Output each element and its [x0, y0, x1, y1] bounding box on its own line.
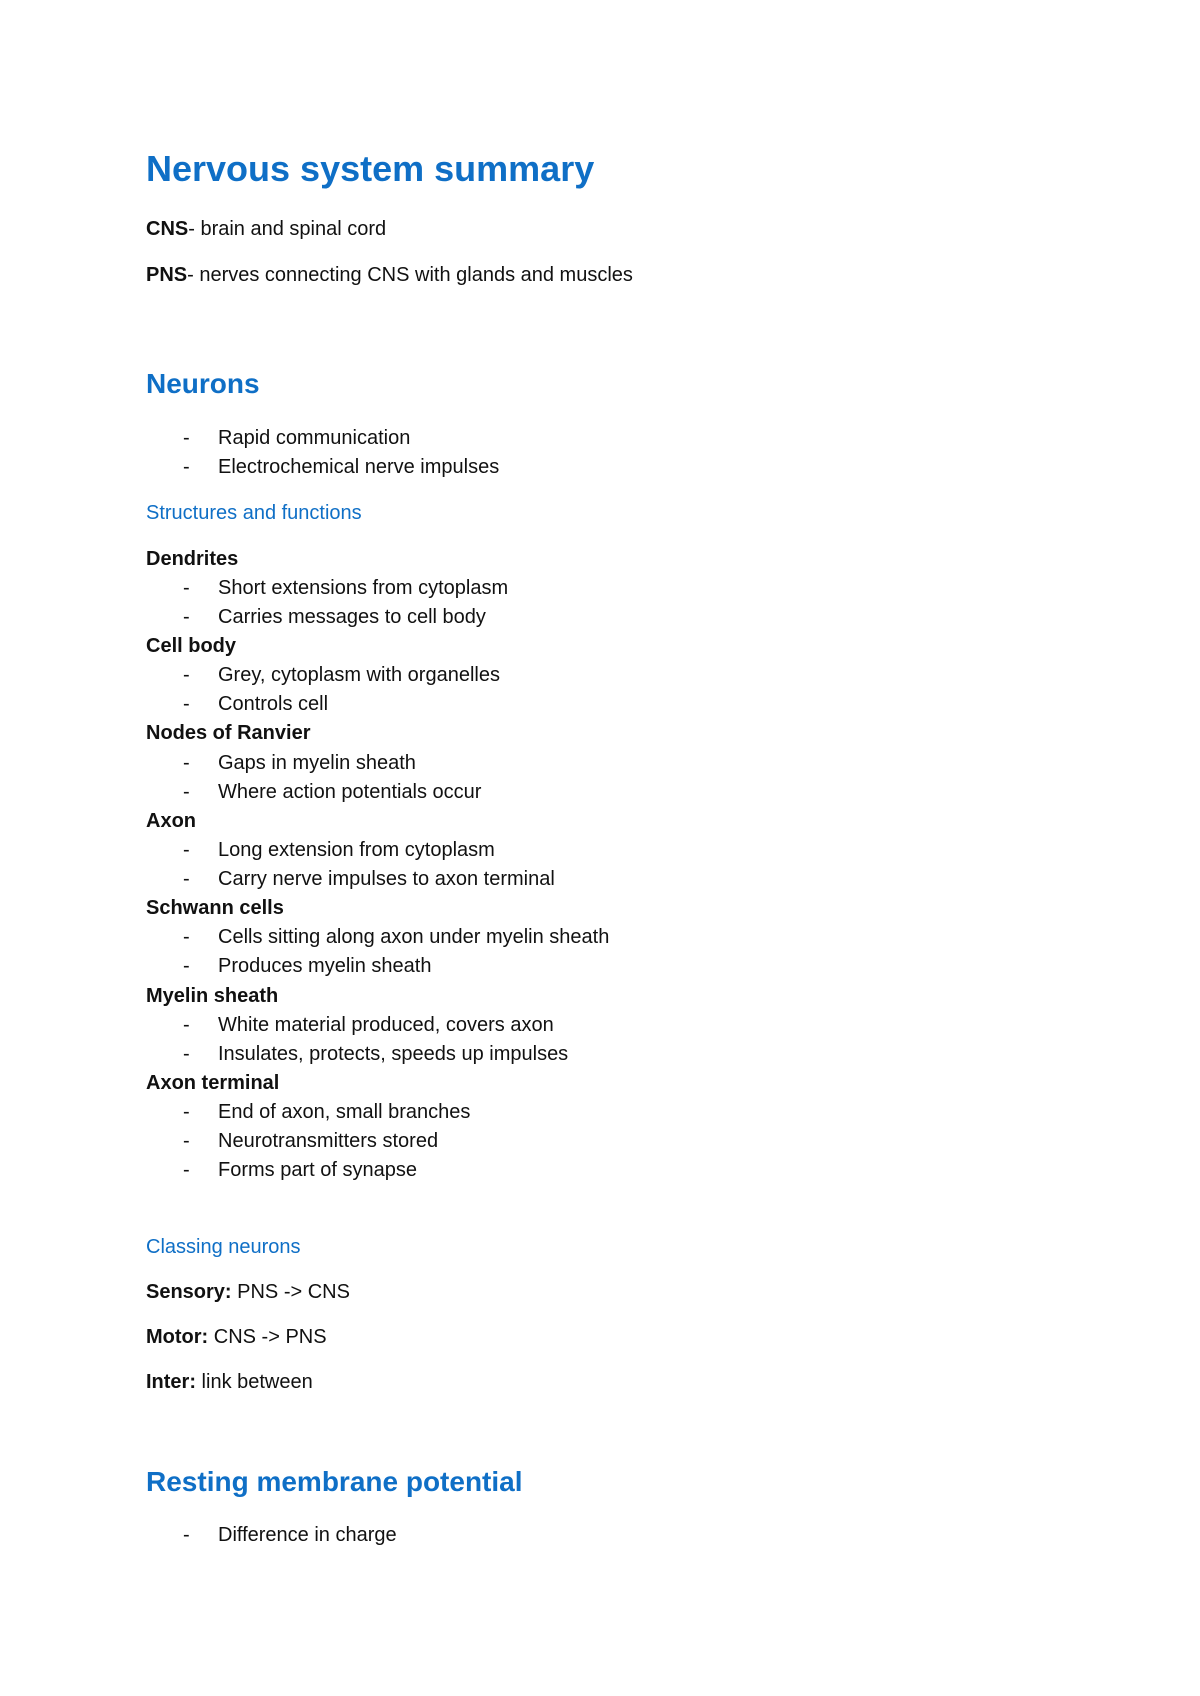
- bullet-dash: -: [183, 693, 190, 715]
- bullet-dash: -: [183, 577, 190, 599]
- list-item-text: End of axon, small branches: [218, 1101, 471, 1123]
- term-schwann-cells: Schwann cells: [146, 897, 284, 919]
- bullet-dash: -: [183, 781, 190, 803]
- class-term: Inter:: [146, 1371, 196, 1393]
- term-pns: PNS: [146, 264, 188, 286]
- bullet-dash: -: [183, 839, 190, 861]
- term-myelin-sheath: Myelin sheath: [146, 985, 279, 1007]
- subheading-classing-neurons: Classing neurons: [146, 1236, 301, 1258]
- term-cell-body: Cell body: [146, 635, 237, 657]
- class-line-sensory: [146, 1281, 350, 1304]
- bullet-dash: -: [183, 1159, 190, 1181]
- list-item-text: Neurotransmitters stored: [218, 1130, 439, 1152]
- page-title: Nervous system summary: [146, 148, 595, 189]
- bullet-dash: -: [183, 1130, 190, 1152]
- list-item-text: Grey, cytoplasm with organelles: [218, 664, 500, 686]
- bullet-dash: -: [183, 1524, 190, 1546]
- bullet-dash: -: [183, 1014, 190, 1036]
- bullet-dash: -: [183, 1101, 190, 1123]
- list-item-text: Difference in charge: [218, 1524, 397, 1546]
- list-item-text: Produces myelin sheath: [218, 955, 432, 977]
- term-cns: CNS: [146, 218, 189, 240]
- class-definition: PNS -> CNS: [231, 1281, 350, 1303]
- class-line-motor: [146, 1326, 327, 1349]
- bullet-dash: -: [183, 427, 190, 449]
- bullet-dash: -: [183, 606, 190, 628]
- definition-cns: - brain and spinal cord: [188, 218, 387, 240]
- bullet-dash: -: [183, 664, 190, 686]
- bullet-dash: -: [183, 868, 190, 890]
- list-item-text: Carry nerve impulses to axon terminal: [218, 868, 555, 890]
- class-line-inter: [146, 1371, 313, 1394]
- list-item-text: White material produced, covers axon: [218, 1014, 554, 1036]
- class-definition: CNS -> PNS: [208, 1326, 327, 1348]
- list-item-text: Rapid communication: [218, 427, 411, 449]
- bullet-dash: -: [183, 1043, 190, 1065]
- list-item-text: Cells sitting along axon under myelin sheath: [218, 926, 610, 948]
- class-definition: link between: [196, 1371, 313, 1393]
- list-item-text: Where action potentials occur: [218, 781, 482, 803]
- section-heading-resting-membrane-potential: Resting membrane potential: [146, 1466, 523, 1497]
- definition-pns: - nerves connecting CNS with glands and muscles: [187, 264, 633, 286]
- class-term: Sensory:: [146, 1281, 232, 1303]
- bullet-dash: -: [183, 456, 190, 478]
- term-nodes-of-ranvier: Nodes of Ranvier: [146, 722, 311, 744]
- bullet-dash: -: [183, 955, 190, 977]
- list-item-text: Forms part of synapse: [218, 1159, 417, 1181]
- list-item-text: Long extension from cytoplasm: [218, 839, 495, 861]
- list-item-text: Short extensions from cytoplasm: [218, 577, 509, 599]
- bullet-dash: -: [183, 926, 190, 948]
- list-item-text: Controls cell: [218, 693, 329, 715]
- list-item-text: Electrochemical nerve impulses: [218, 456, 500, 478]
- list-item-text: Insulates, protects, speeds up impulses: [218, 1043, 569, 1065]
- term-dendrites: Dendrites: [146, 548, 239, 570]
- section-heading-neurons: Neurons: [146, 368, 260, 399]
- term-axon: Axon: [146, 810, 196, 832]
- bullet-dash: -: [183, 752, 190, 774]
- list-item-text: Carries messages to cell body: [218, 606, 486, 628]
- list-item-text: Gaps in myelin sheath: [218, 752, 416, 774]
- intro-line-cns: [146, 218, 386, 241]
- intro-line-pns: [146, 264, 633, 287]
- term-axon-terminal: Axon terminal: [146, 1072, 280, 1094]
- class-term: Motor:: [146, 1326, 209, 1348]
- subheading-structures: Structures and functions: [146, 502, 362, 524]
